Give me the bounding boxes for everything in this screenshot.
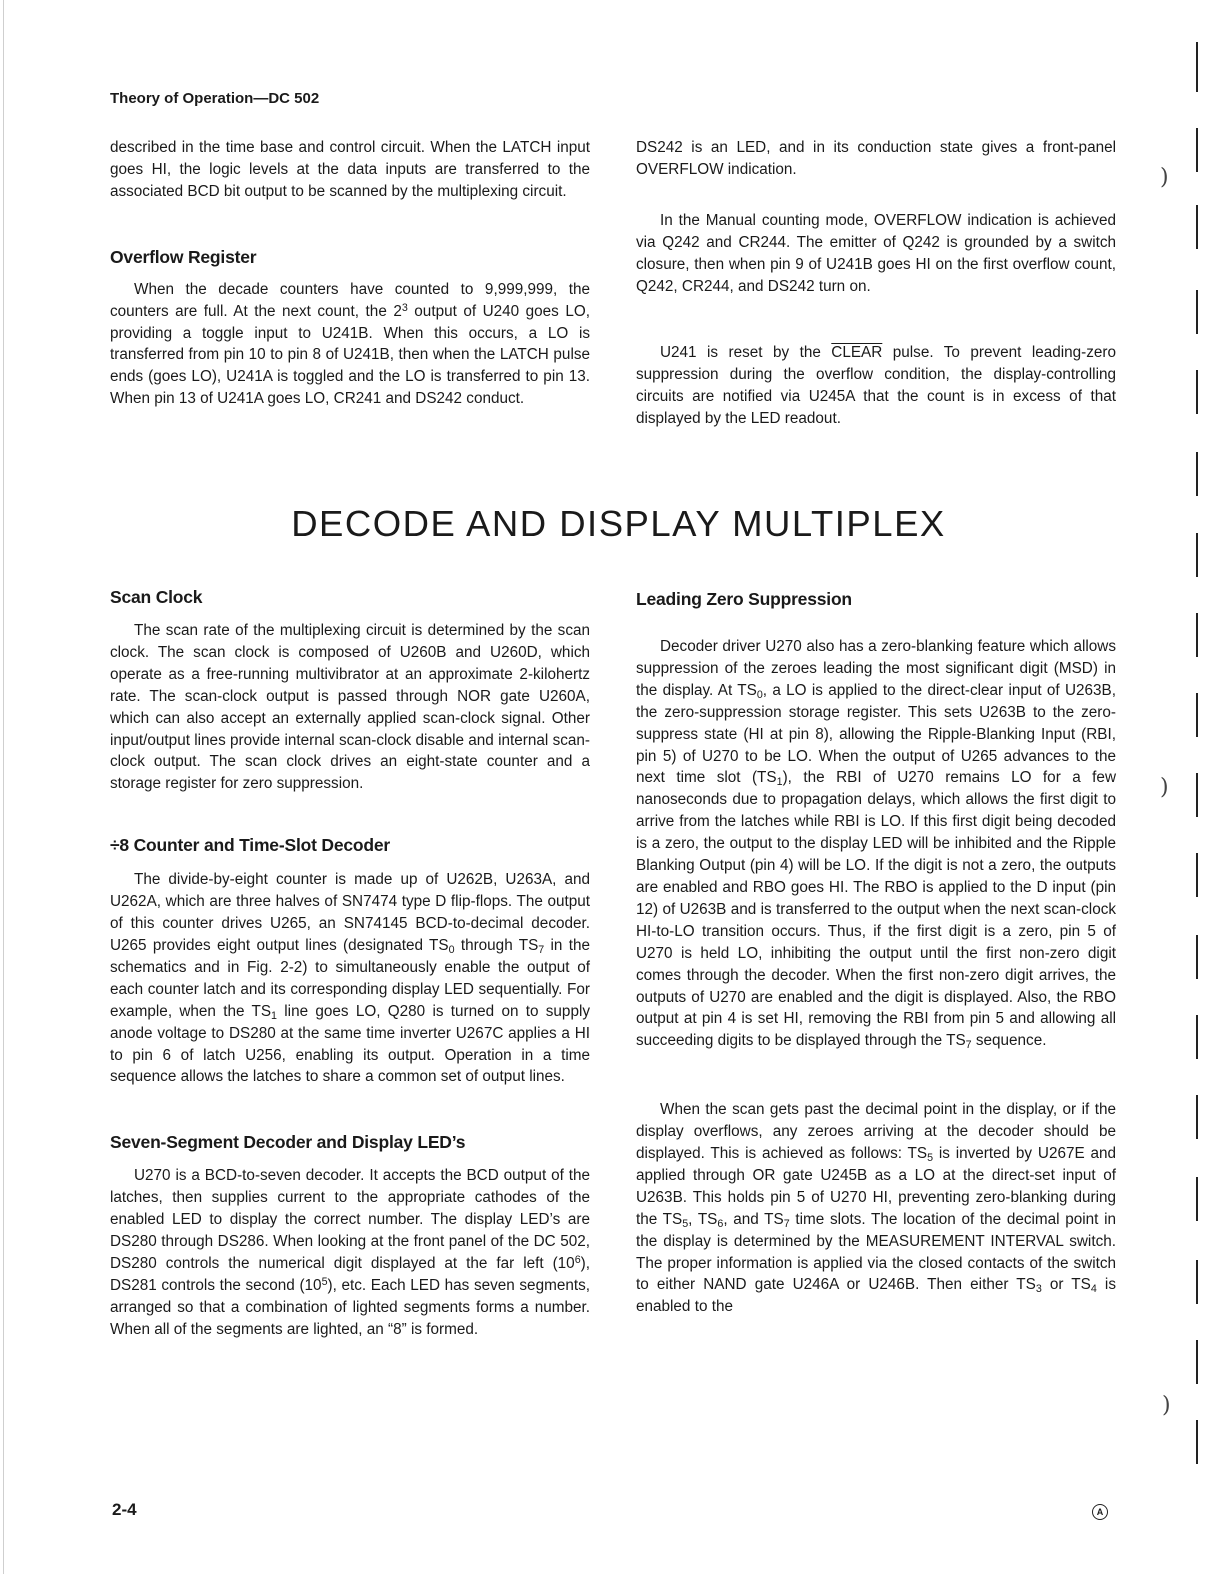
overflow-heading: Overflow Register — [110, 246, 257, 267]
binder-mark — [1196, 1095, 1198, 1139]
overflow-paragraph: When the decade counters have counted to 9,999,999, the counters are full. At the next count, the $2^3$ output of U240 goes LO, providing a toggle input to U241B. When this occurs, a LO is transferred from pin 10 to pin 8 of U241B, then when the LATCH pulse ends (goes LO), U241A is toggled and the LO is transferred to pin 13. When pin 13 of U241A goes LO, CR241 and DS242 conduct. — [110, 280, 590, 408]
binder-mark — [1196, 370, 1198, 414]
binder-mark — [1196, 290, 1198, 334]
scan-clock-paragraph: The scan rate of the multiplexing circuit is determined by the scan clock. The scan clock is composed of U260B and U260D, which operate as a free-running multivibrator at an approximate 2-kilohertz rate. The scan-clock output is passed through NOR gate U260A, which can also accept an externally applied scan-clock signal. Other input/output lines provide internal scan-clock disable and internal scan-clock output. The scan clock drives an eight-state counter and a storage register for zero suppression. — [110, 622, 590, 793]
scan-clock-heading: Scan Clock — [110, 587, 203, 607]
tektronix-logo: A — [1092, 1504, 1108, 1520]
counter-heading: ÷8 Counter and Time-Slot Decoder — [110, 835, 391, 856]
seven-seg-paragraph: U270 is a BCD-to-seven decoder. It accepts the BCD output of the latches, then supplies current to the appropriate cathodes of the enabled LED to display the correct number. The display LED’s are DS280 through DS286. When looking at the front panel of the DC 502, DS280 controls the numerical digit displayed at the far left $(10^6)$, DS281 controls the second $(10^5)$, etc. Each LED has seven segments, arranged so that a combination of lighted segments forms a number. When all of the segments are lighted, an “8” is formed. — [110, 1167, 590, 1338]
intro-paragraph: described in the time base and control circuit. When the LATCH input goes HI, the logic levels at the data inputs are transferred to the associated BCD bit output to be scanned by the multiplexing circuit. — [110, 139, 590, 200]
leading-zero-heading: Leading Zero Suppression — [636, 589, 852, 609]
binder-mark — [1196, 1420, 1198, 1464]
section-title: DECODE AND DISPLAY MULTIPLEX — [291, 503, 946, 544]
left-bottom-column — [110, 587, 590, 1341]
page-edge-line — [3, 0, 4, 1574]
seven-seg-heading: Seven-Segment Decoder and Display LED’s — [110, 1132, 466, 1153]
binder-mark — [1196, 533, 1198, 577]
binder-mark — [1196, 1177, 1198, 1221]
binder-mark — [1196, 935, 1198, 979]
binder-mark — [1196, 773, 1198, 817]
margin-paren-mark: ) — [1160, 775, 1169, 800]
binder-mark — [1196, 613, 1198, 657]
binder-mark — [1196, 1015, 1198, 1059]
manual-mode-paragraph: In the Manual counting mode, OVERFLOW indication is achieved via Q242 and CR244. The emitter of Q242 is grounded by a switch closure, then when pin 9 of U241B goes HI on the first overflow count, Q242, CR244, and DS242 turn on. — [636, 211, 1116, 295]
margin-paren-mark: ) — [1160, 165, 1169, 190]
right-bottom-column — [636, 589, 1116, 1318]
binder-mark — [1196, 1260, 1198, 1304]
reset-paragraph: U241 is reset by the CLEAR pulse. To prevent leading-zero suppression during the overflow condition, the display-controlling circuits are notified via U245A that the count is in excess of that displayed by the LED readout. — [636, 344, 1117, 428]
counter-paragraph: The divide-by-eight counter is made up of U262B, U263A, and U262A, which are three halves of SN7474 type D flip-flops. The output of this counter drives U265, an SN74145 BCD-to-decimal decoder. U265 provides eight output lines (designated $TS_0$ through $TS_7$ in the schematics and in Fig. 2-2) to simultaneously enable the output of each counter latch and its corresponding display LED sequentially. For example, when the $TS_1$ line goes LO, Q280 is turned on to supply anode voltage to DS280 at the same time inverter U267C applies a HI to pin 6 of latch U256, enabling its output. Operation in a time sequence allows the latches to share a common set of output lines. — [110, 871, 591, 1086]
binder-mark — [1196, 1340, 1198, 1384]
margin-paren-mark: ) — [1162, 1393, 1171, 1418]
binder-mark — [1196, 128, 1198, 172]
right-top-column — [636, 137, 1116, 430]
page-number: 2-4 — [112, 1500, 137, 1519]
decimal-point-paragraph: When the scan gets past the decimal point in the display, or if the display overflows, any zeroes arriving at the decoder should be displayed. This is achieved as follows: $TS_5$ is inverted by U267E and applied through OR gate U245B as a LO at the direct-set input of U263B. This holds pin 5 of U270 HI, preventing zero-blanking during the $TS_5$, $TS_6$, and $TS_7$ time slots. The location of the decimal point in the display is determined by the MEASUREMENT INTERVAL switch. The proper information is applied via the closed contacts of the switch to either NAND gate U246A or U246B. Then either $TS_3$ or $TS_4$ is enabled to the — [636, 1101, 1116, 1316]
binder-mark — [1196, 853, 1198, 897]
binder-mark — [1196, 693, 1198, 737]
binder-mark — [1196, 205, 1198, 249]
leading-zero-paragraph: Decoder driver U270 also has a zero-blanking feature which allows suppression of the zeroes leading the most significant digit (MSD) in the display. At $TS_0$, a LO is applied to the direct-clear input of U263B, the zero-suppression storage register. This sets U263B to the zero-suppress state (HI at pin 8), allowing the Ripple-Blanking Input (RBI, pin 5) of U270 to be LO. When the output of U265 advances to the next time slot $(TS_1)$, the RBI of U270 remains LO for a few nanoseconds due to propagation delays, which allows the first digit to arrive from the latches while RBI is LO. If this first digit being decoded is a zero, the output to the display LED will be inhibited and the Ripple Blanking Output (pin 4) will be LO. If the digit is not a zero, the outputs are enabled and RBO goes HI. The RBO is applied to the D input (pin 12) of U263B and is transferred to the output when the next scan-clock HI-to-LO transition occurs. Thus, if the first digit is a zero, pin 5 of U270 is held LO, inhibiting the output until the first non-zero digit comes through the decoder. When the first non-zero digit arrives, the outputs of U270 are enabled and the digit is displayed. Also, the RBO output at pin 4 is set HI, removing the RBI from pin 5 and allowing all succeeding digits to be displayed through the $TS_7$ sequence. — [636, 638, 1117, 1052]
ds242-paragraph: DS242 is an LED, and in its conduction state gives a front-panel OVERFLOW indication. — [636, 139, 1116, 178]
running-header: Theory of Operation—DC 502 — [110, 90, 320, 107]
binder-mark — [1196, 452, 1198, 496]
binder-mark — [1196, 42, 1198, 92]
left-top-column — [110, 137, 590, 410]
